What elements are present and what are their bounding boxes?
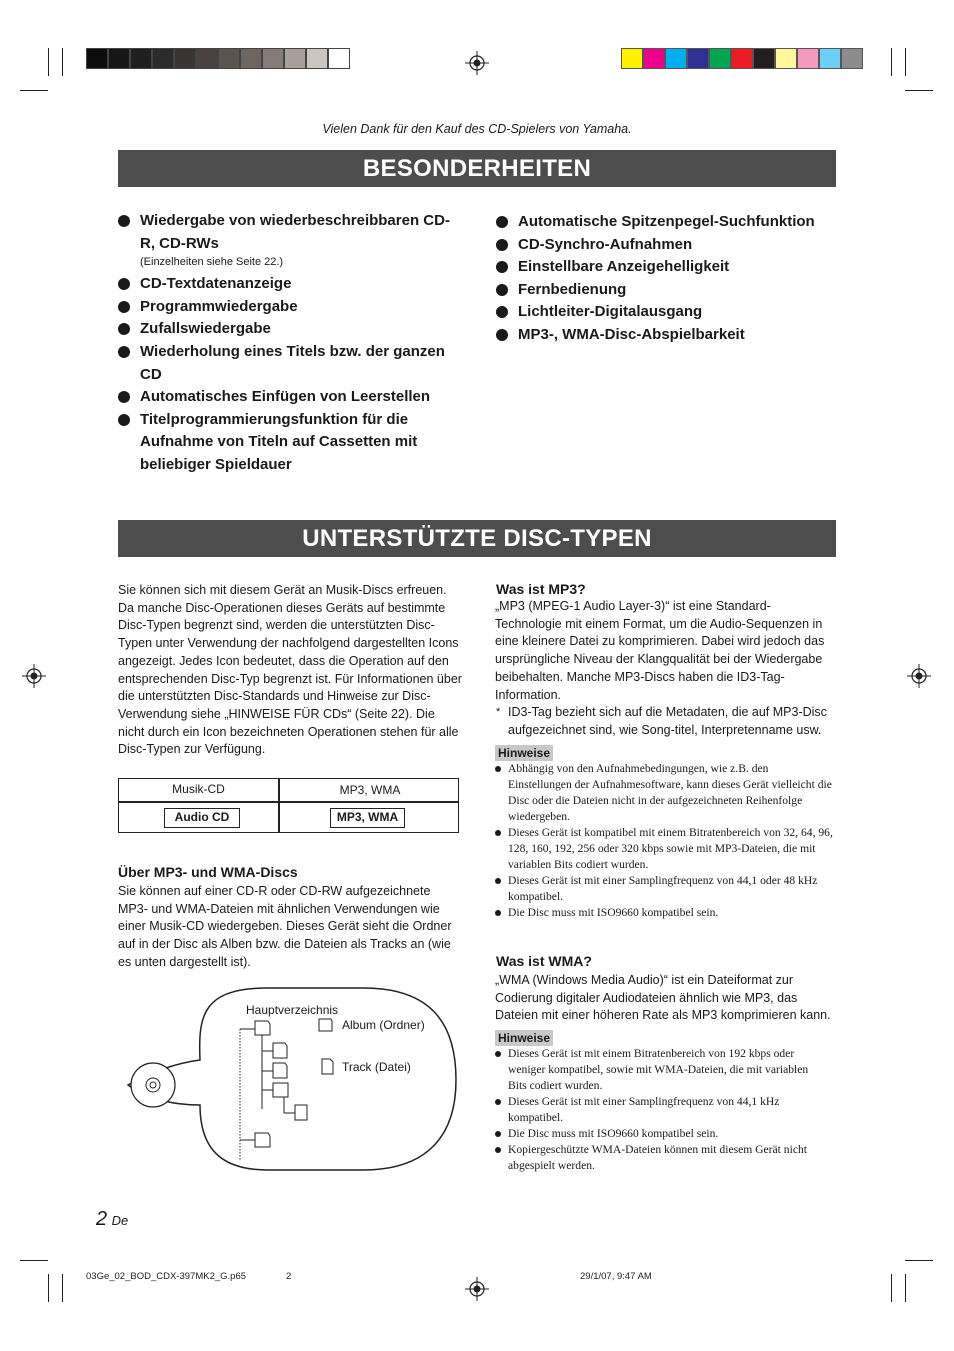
color-swatch <box>709 48 731 69</box>
crop-mark <box>905 1260 933 1261</box>
bullet-icon <box>118 215 130 227</box>
note-text: Die Disc muss mit ISO9660 kompatibel sein. <box>508 906 719 919</box>
feature-item <box>496 234 841 257</box>
folder-icon <box>319 1019 332 1031</box>
color-swatch <box>262 48 284 69</box>
bullet-icon <box>495 830 501 836</box>
note-text: Kopiergeschützte WMA-Dateien können mit diesem Gerät nicht abgespielt werden. <box>508 1143 807 1172</box>
feature-item <box>496 211 841 234</box>
note-text: Dieses Gerät ist mit einer Samplingfrequenz von 44,1 oder 48 kHz kompatibel. <box>508 874 818 903</box>
mp3-wma-discs-text: Sie können auf einer CD-R oder CD-RW aufgezeichnete MP3- und WMA-Dateien mit ähnlichen Verwendungen wie einer Musik-CD wiedergeben. Dieses Gerät sieht die Ordner auf in der Disc als Alben bzw. die Dateien als Tracks an (wie es unten dargestellt ist). <box>118 884 452 969</box>
note-item <box>495 761 835 825</box>
cd-disc-icon <box>131 1063 175 1107</box>
wma-heading: Was ist WMA? <box>496 953 592 969</box>
page-number-value: 2 <box>96 1208 108 1230</box>
feature-text: Titelprogrammierungsfunktion für die Aufnahme von Titeln auf Cassetten mit beliebiger Spieldauer <box>140 410 418 473</box>
note-item <box>495 1046 825 1094</box>
registration-mark-icon <box>465 1277 489 1301</box>
crop-mark <box>891 1274 892 1302</box>
bullet-icon <box>496 284 508 296</box>
audio-cd-badge: Audio CD <box>164 808 240 828</box>
feature-item <box>496 256 841 279</box>
feature-text: MP3-, WMA-Disc-Abspielbarkeit <box>518 325 745 343</box>
bullet-icon <box>118 301 130 313</box>
crop-mark <box>48 48 49 76</box>
color-swatch <box>284 48 306 69</box>
mp3-wma-discs-heading: Über MP3- und WMA-Discs <box>118 864 298 880</box>
wma-text: „WMA (Windows Media Audio)“ ist ein Dateiformat zur Codierung digitaler Audiodateien ähnlich wie MP3, das Dateien mit einer höheren Rate als MP3 komprimieren kann. <box>495 973 831 1023</box>
feature-text: Wiederholung eines Titels bzw. der ganzen CD <box>140 342 445 383</box>
bullet-icon <box>118 323 130 335</box>
bullet-icon <box>118 346 130 358</box>
feature-item <box>118 296 463 319</box>
feature-text: Automatisches Einfügen von Leerstellen <box>140 388 431 406</box>
feature-item <box>118 409 463 477</box>
feature-text: Programmwiedergabe <box>140 297 298 315</box>
diagram-root-label: Hauptverzeichnis <box>246 1003 339 1017</box>
color-swatch <box>643 48 665 69</box>
diagram-track-label: Track (Datei) <box>342 1060 411 1074</box>
feature-list-right <box>496 211 841 347</box>
feature-text: CD-Synchro-Aufnahmen <box>518 235 693 253</box>
bullet-icon <box>495 1147 501 1153</box>
feature-item <box>496 301 841 324</box>
color-swatch <box>240 48 262 69</box>
mp3-notes-list <box>495 761 835 921</box>
section-title-disc-typen: UNTERSTÜTZTE DISC-TYPEN <box>118 520 836 557</box>
note-item <box>495 825 835 873</box>
color-swatch <box>152 48 174 69</box>
note-text: Dieses Gerät ist mit einer Samplingfrequenz von 44,1 kHz kompatibel. <box>508 1095 780 1124</box>
color-calibration-bar <box>621 48 863 69</box>
feature-text: Automatische Spitzenpegel-Suchfunktion <box>518 213 815 230</box>
feature-item <box>496 279 841 302</box>
note-text: Abhängig von den Aufnahmebedingungen, wie z.B. den Einstellungen der Aufnahmesoftware, kann dieses Gerät vielleicht die Disc oder die Dateien nicht in der aufgezeichneten Reihenfolge wiedergeben. <box>508 762 832 823</box>
crop-mark <box>20 1260 48 1261</box>
crop-mark <box>905 90 933 91</box>
color-swatch <box>86 48 108 69</box>
crop-mark <box>891 48 892 76</box>
note-item <box>495 873 835 905</box>
gray-calibration-bar <box>86 48 350 69</box>
note-text: Dieses Gerät ist kompatibel mit einem Bitratenbereich von 32, 64, 96, 128, 160, 192, 256 oder 320 kbps sowie mit MP3-Dateien, die mit variablen Bits codiert wurden. <box>508 826 833 871</box>
footer-filename: 03Ge_02_BOD_CDX-397MK2_G.p65 <box>86 1271 247 1282</box>
feature-item <box>118 341 463 386</box>
note-item <box>495 1142 825 1174</box>
bullet-icon <box>496 216 508 228</box>
color-swatch <box>665 48 687 69</box>
mp3-footnote: ID3-Tag bezieht sich auf die Metadaten, die auf MP3-Disc aufgezeichnet sind, wie Song-titel, Interpretenname usw. <box>508 705 827 737</box>
color-swatch <box>731 48 753 69</box>
crop-mark <box>905 1274 906 1302</box>
color-swatch <box>753 48 775 69</box>
color-swatch <box>306 48 328 69</box>
crop-mark <box>20 90 48 91</box>
feature-item <box>118 210 463 271</box>
color-swatch <box>218 48 240 69</box>
feature-item <box>118 273 463 296</box>
diagram-album-label: Album (Ordner) <box>342 1018 425 1032</box>
color-swatch <box>328 48 350 69</box>
table-header-musik-cd: Musik-CD <box>172 782 225 796</box>
wma-hinweise-label: Hinweise <box>495 1030 553 1046</box>
note-item <box>495 905 835 921</box>
registration-mark-icon <box>907 664 931 688</box>
bullet-icon <box>495 878 501 884</box>
registration-mark-icon <box>22 664 46 688</box>
feature-list-left <box>118 210 463 477</box>
bullet-icon <box>495 1099 501 1105</box>
feature-text: Lichtleiter-Digitalausgang <box>518 303 703 321</box>
mp3-footnote-mark: * <box>496 706 501 718</box>
page-number <box>96 1208 128 1231</box>
feature-text: Einstellbare Anzeigehelligkeit <box>518 258 730 276</box>
note-item <box>495 1126 825 1142</box>
registration-mark-icon <box>465 51 489 75</box>
disc-types-intro: Sie können sich mit diesem Gerät an Musik-Discs erfreuen. Da manche Disc-Operationen dieses Geräts auf bestimmte Disc-Typen begrenzt sind, werden die unterstützten Disc-Typen unter Verwendung der nachfolgend dargestellten Icons angezeigt. Jedes Icon bedeutet, dass die Operation auf den entsprechenden Disc-Typ begrenzt ist. Für Informationen über die unterstützten Disc-Standards und Hinweise zur Disc-Verwendung siehe „HINWEISE FÜR CDs“ (Seite 22). Die nicht durch ein Icon bezeichneten Operationen stehen für alle Disc-Typen zur Verfügung. <box>118 583 462 757</box>
bullet-icon <box>118 391 130 403</box>
bullet-icon <box>118 414 130 426</box>
bullet-icon <box>495 1131 501 1137</box>
feature-item <box>118 386 463 409</box>
bullet-icon <box>496 261 508 273</box>
footer-timestamp: 29/1/07, 9:47 AM <box>580 1271 652 1282</box>
feature-text: Wiedergabe von wiederbeschreibbaren CD-R, CD-RWs <box>140 212 450 252</box>
color-swatch <box>775 48 797 69</box>
crop-mark <box>48 1274 49 1302</box>
color-swatch <box>841 48 863 69</box>
color-swatch <box>621 48 643 69</box>
mp3-hinweise-label: Hinweise <box>495 745 553 761</box>
feature-item <box>496 324 841 347</box>
intro-text: Vielen Dank für den Kauf des CD-Spielers von Yamaha. <box>322 122 632 136</box>
color-swatch <box>797 48 819 69</box>
crop-mark <box>62 1274 63 1302</box>
page-language: De <box>111 1213 129 1228</box>
bullet-icon <box>118 278 130 290</box>
bullet-icon <box>496 239 508 251</box>
feature-text: CD-Textdatenanzeige <box>140 275 292 293</box>
crop-mark <box>905 48 906 76</box>
note-text: Die Disc muss mit ISO9660 kompatibel sein. <box>508 1127 719 1140</box>
color-swatch <box>819 48 841 69</box>
file-icon <box>322 1059 333 1074</box>
mp3-heading: Was ist MP3? <box>496 581 586 597</box>
mp3-text: „MP3 (MPEG-1 Audio Layer-3)“ ist eine Standard-Technologie mit einem Format, um die Audio-Sequenzen in eine kleinere Datei zu komprimieren. Dabei wird jedoch das ursprüngliche Niveau der Klangqualität bei der Wiedergabe beibehalten. Manche MP3-Discs haben die ID3-Tag-Information. <box>495 599 825 702</box>
table-header-mp3-wma: MP3, WMA <box>339 783 401 797</box>
feature-text: Zufallswiedergabe <box>140 320 271 338</box>
feature-text: Fernbedienung <box>518 280 627 298</box>
disc-type-table <box>118 778 459 833</box>
color-swatch <box>174 48 196 69</box>
bullet-icon <box>495 910 501 916</box>
bullet-icon <box>495 1051 501 1057</box>
bullet-icon <box>496 329 508 341</box>
bullet-icon <box>496 306 508 318</box>
note-text: Dieses Gerät ist mit einem Bitratenbereich von 192 kbps oder weniger kompatibel, sowie mit WMA-Dateien, die mit variablen Bits codiert wurden. <box>508 1047 809 1092</box>
footer-page: 2 <box>286 1271 292 1282</box>
section-title-besonderheiten: BESONDERHEITEN <box>118 150 836 187</box>
color-swatch <box>130 48 152 69</box>
feature-note: (Einzelheiten siehe Seite 22.) <box>140 256 284 269</box>
crop-mark <box>62 48 63 76</box>
bullet-icon <box>495 766 501 772</box>
wma-notes-list <box>495 1046 825 1174</box>
color-swatch <box>196 48 218 69</box>
mp3-wma-badge: MP3, WMA <box>330 808 405 828</box>
note-item <box>495 1094 825 1126</box>
color-swatch <box>687 48 709 69</box>
color-swatch <box>108 48 130 69</box>
feature-item <box>118 318 463 341</box>
